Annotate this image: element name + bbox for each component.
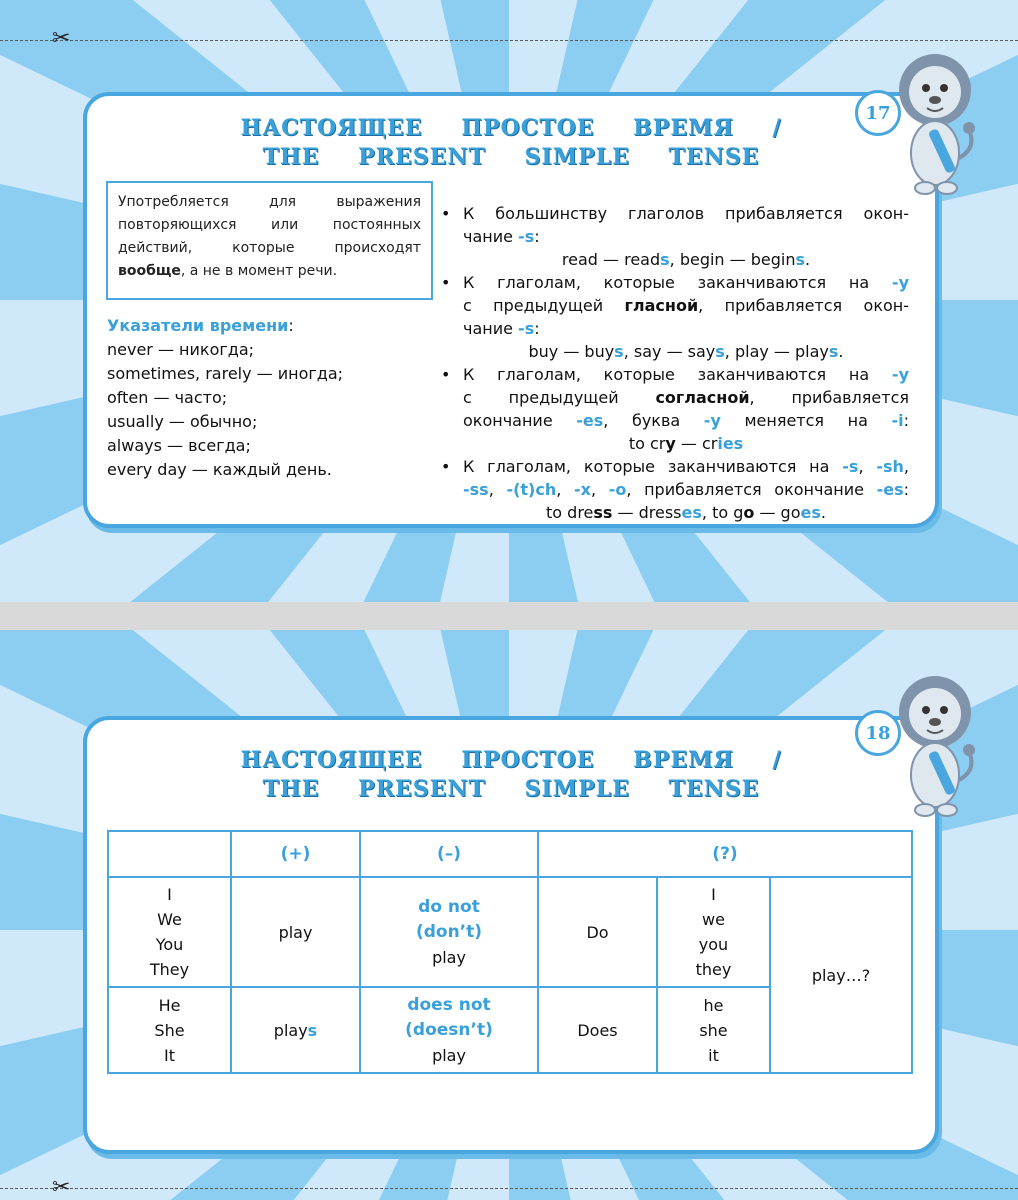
auxiliary-cell: Do xyxy=(538,877,657,987)
usage-text: Употребляется для выражения повторяющихся или постоянных действий, которые происходят xyxy=(118,194,421,256)
rule-1-example: read — reads, begin — begins. xyxy=(561,250,811,269)
card-title xyxy=(87,114,935,172)
rule-2: • К глаголам, которые заканчиваются на -y с предыдущей гласной, прибавляется окон- чание -s: buy — buys, say — says, play — plays. xyxy=(439,271,909,363)
indicators-heading: Указатели времени xyxy=(107,316,289,335)
rules-list xyxy=(439,202,909,524)
negative-cell: do not (don’t) play xyxy=(360,877,538,987)
rule-4-example: to dress — dresses, to go — goes. xyxy=(546,503,826,522)
header-negative: (–) xyxy=(360,831,538,877)
affirmative-cell: plays xyxy=(231,987,360,1073)
page-number-badge: 17 xyxy=(855,90,901,136)
table-row xyxy=(108,877,912,987)
title-english: THE PRESENT SIMPLE TENSE xyxy=(262,776,760,802)
page-number-badge: 18 xyxy=(855,710,901,756)
rule-1: • К большинству глаголов прибавляется окон- чание -s: read — reads, begin — begins. xyxy=(439,202,909,271)
pronoun-cell: I We You They xyxy=(108,877,231,987)
indicator-item: often — часто; xyxy=(107,388,228,407)
scissors-icon: ✂ xyxy=(52,26,71,51)
header-question: (?) xyxy=(538,831,912,877)
question-pronoun-cell: he she it xyxy=(657,987,770,1073)
usage-bold: вообще xyxy=(118,263,181,279)
title-english: THE PRESENT SIMPLE TENSE xyxy=(262,144,760,170)
rule-3: • К глаголам, которые заканчиваются на -y с предыдущей согласной, прибавляется окончание -es, буква -y меняется на -i: to cry — cries xyxy=(439,363,909,455)
usage-box: Употребляется для выражения повторяющихся или постоянных действий, которые происходят вообще, а не в момент речи. xyxy=(106,181,433,300)
lion-mascot-icon xyxy=(885,670,985,830)
scissors-icon: ✂ xyxy=(52,1175,71,1200)
indicator-item: usually — обычно; xyxy=(107,412,258,431)
title-russian: НАСТОЯЩЕЕ ПРОСТОЕ ВРЕМЯ / xyxy=(240,115,782,141)
indicator-item: sometimes, rarely — иногда; xyxy=(107,364,344,383)
page-18 xyxy=(0,630,1018,1200)
pronoun-cell: He She It xyxy=(108,987,231,1073)
indicator-item: always — всегда; xyxy=(107,436,251,455)
lion-mascot-icon xyxy=(885,48,985,208)
title-russian: НАСТОЯЩЕЕ ПРОСТОЕ ВРЕМЯ / xyxy=(240,747,782,773)
table-header-row xyxy=(108,831,912,877)
auxiliary-cell: Does xyxy=(538,987,657,1073)
rule-3-example: to cry — cries xyxy=(628,434,744,453)
negative-cell: does not (doesn’t) play xyxy=(360,987,538,1073)
affirmative-cell: play xyxy=(231,877,360,987)
header-affirmative: (+) xyxy=(231,831,360,877)
indicator-item: every day — каждый день. xyxy=(107,460,332,479)
indicator-item: never — никогда; xyxy=(107,340,255,359)
rule-2-example: buy — buys, say — says, play — plays. xyxy=(528,342,844,361)
rule-4: • К глаголам, которые заканчиваются на -s, -sh, -ss, -(t)ch, -x, -o, прибавляется окончание -es: to dress — dresses, to go — goes. xyxy=(439,455,909,524)
conjugation-table xyxy=(107,830,913,1074)
time-indicators: Указатели времени: never — никогда; sometimes, rarely — иногда; often — часто; usually — обычно; always — всегда; every day — каждый день. xyxy=(107,314,407,482)
rule-card-18 xyxy=(83,716,939,1154)
question-pronoun-cell: I we you they xyxy=(657,877,770,987)
card-title xyxy=(87,746,935,804)
cut-line-top xyxy=(0,40,1018,41)
rule-card-17 xyxy=(83,92,939,528)
question-verb-cell: play…? xyxy=(770,877,912,1073)
cut-line-bottom xyxy=(0,1188,1018,1189)
